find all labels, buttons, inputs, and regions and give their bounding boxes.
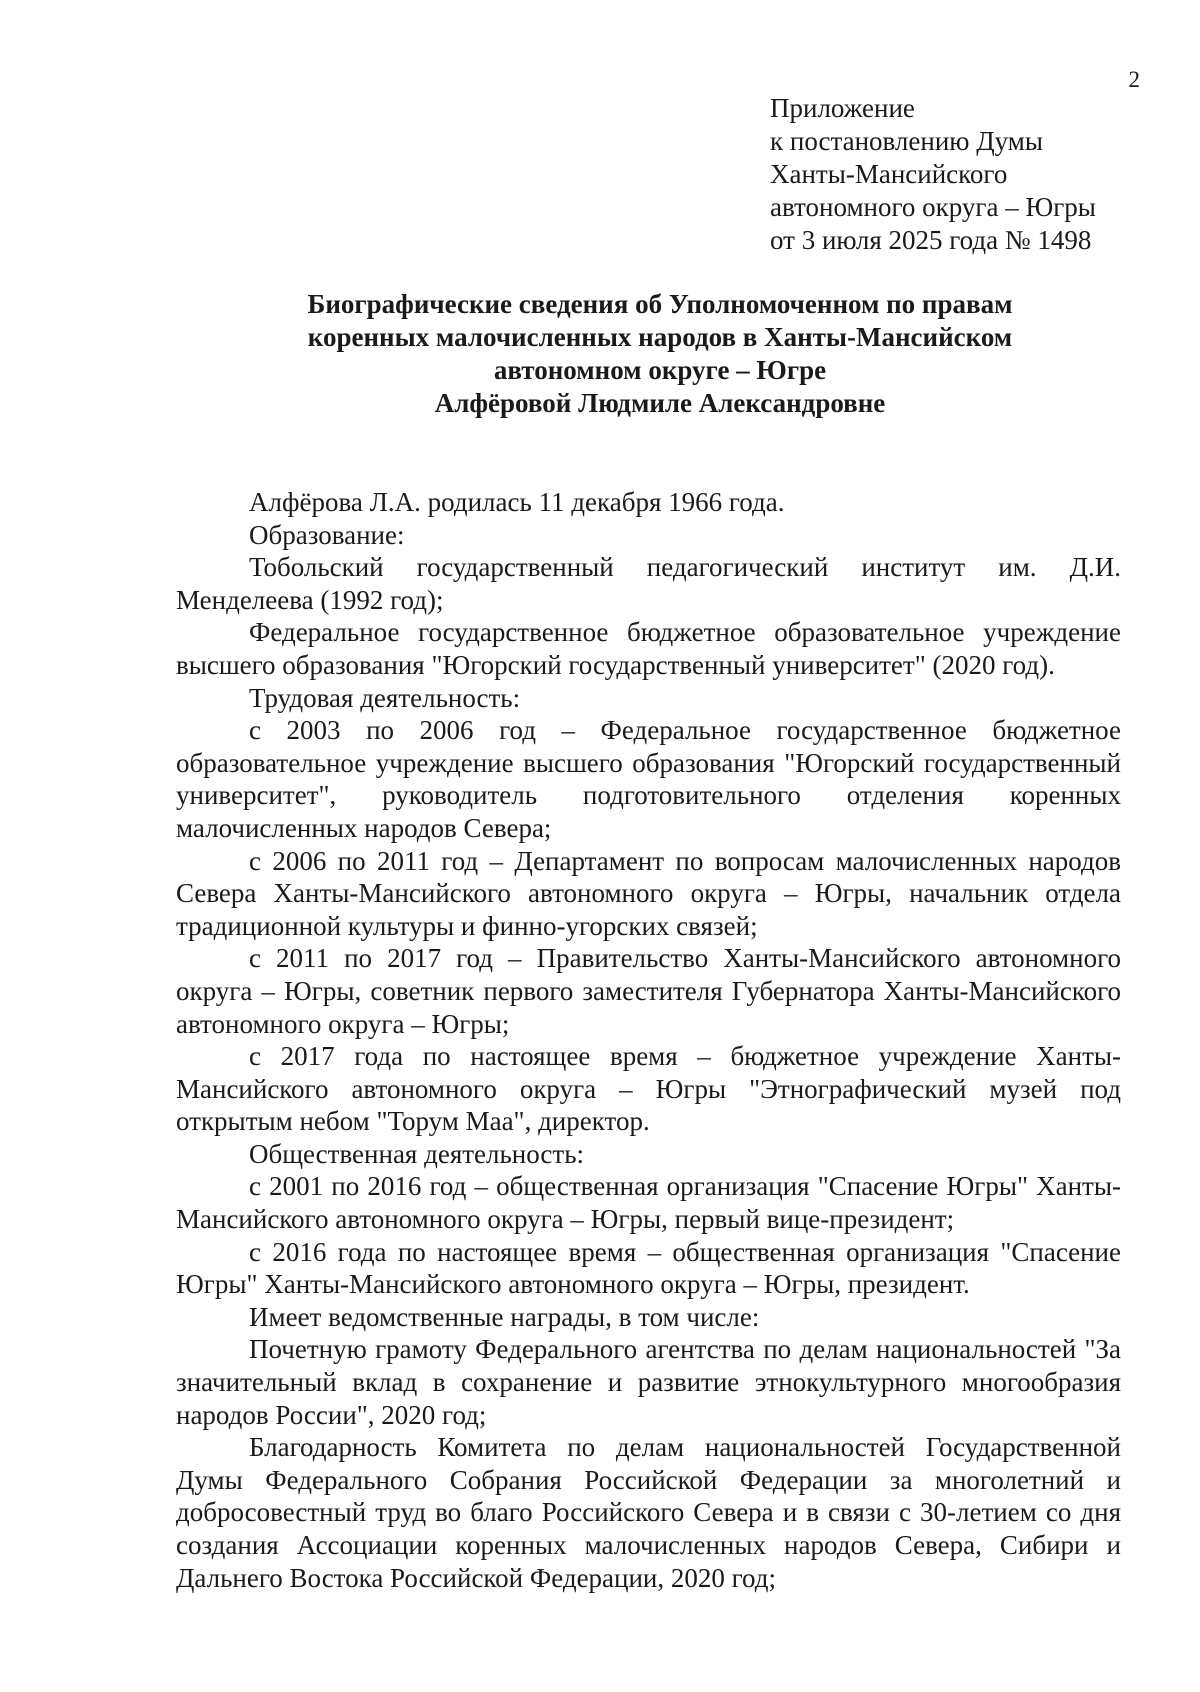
paragraph-award-1: Почетную грамоту Федерального агентства по делам национальностей "За значительный вклад в сохранение и развитие этнокультурного многообразия народов России", 2020 год; <box>176 1334 1121 1430</box>
paragraph-public-1: с 2001 по 2016 год – общественная организация "Спасение Югры" Ханты-Мансийского автономного округа – Югры, первый вице-президент; <box>176 1171 1121 1235</box>
paragraph-birth: Алфёрова Л.А. родилась 11 декабря 1966 года. <box>249 487 785 517</box>
paragraph-work-3: с 2011 по 2017 год – Правительство Ханты-Мансийского автономного округа – Югры, советник первого заместителя Губернатора Ханты-Мансийского автономного округа – Югры; <box>176 943 1121 1039</box>
paragraph-work-4: с 2017 года по настоящее время – бюджетное учреждение Ханты-Мансийского автономного округа – Югры "Этнографический музей под открытым небом "Торум Маа", директор. <box>176 1041 1121 1137</box>
paragraph-work-heading: Трудовая деятельность: <box>249 682 521 713</box>
title-line: автономном округе – Югре <box>493 355 827 385</box>
paragraph-education-heading: Образование: <box>249 519 405 550</box>
paragraph-award-2: Благодарность Комитета по делам национальностей Государственной Думы Федерального Собрания Российской Федерации за многолетний и добросовестный труд во благо Российского Севера и в связи с 30-летием со дня создания Ассоциации коренных малочисленных народов Севера, Сибири и Дальнего Востока Российской Федерации, 2020 год; <box>176 1432 1121 1593</box>
title-line: коренных малочисленных народов в Ханты-Мансийском <box>307 322 1013 352</box>
paragraph-awards-heading: Имеет ведомственные награды, в том числе: <box>249 1301 760 1332</box>
appendix-line: автономного округа – Югры <box>770 192 1096 222</box>
appendix-line: от 3 июля 2025 года № 1498 <box>770 225 1092 255</box>
title-line: Биографические сведения об Уполномоченном по правам <box>307 289 1013 319</box>
appendix-line: Ханты-Мансийского <box>770 159 1008 189</box>
appendix-line: Приложение <box>770 93 915 123</box>
paragraph-education-2: Федеральное государственное бюджетное образовательное учреждение высшего образования "Югорский государственный университет" (2020 год). <box>176 617 1121 680</box>
page-number: 2 <box>1128 67 1140 92</box>
appendix-line: к постановлению Думы <box>770 126 1043 156</box>
paragraph-education-1: Тобольский государственный педагогический институт им. Д.И. Менделеева (1992 год); <box>176 552 1121 615</box>
paragraph-public-heading: Общественная деятельность: <box>249 1138 585 1169</box>
paragraph-public-2: с 2016 года по настоящее время – общественная организация "Спасение Югры" Ханты-Мансийского автономного округа – Югры, президент. <box>176 1236 1121 1300</box>
biography-body <box>176 486 1121 1594</box>
paragraph-work-2: с 2006 по 2011 год – Департамент по вопросам малочисленных народов Севера Ханты-Мансийского автономного округа – Югры, начальник отдела традиционной культуры и финно-угорских связей; <box>176 845 1121 941</box>
paragraph-work-1: с 2003 по 2006 год – Федеральное государственное бюджетное образовательное учреждение высшего образования "Югорский государственный университет", руководитель подготовительного отделения коренных малочисленных народов Севера; <box>176 715 1121 843</box>
title-line: Алфёровой Людмиле Александровне <box>434 388 886 418</box>
appendix-block <box>770 92 1170 257</box>
document-title <box>180 288 1140 420</box>
